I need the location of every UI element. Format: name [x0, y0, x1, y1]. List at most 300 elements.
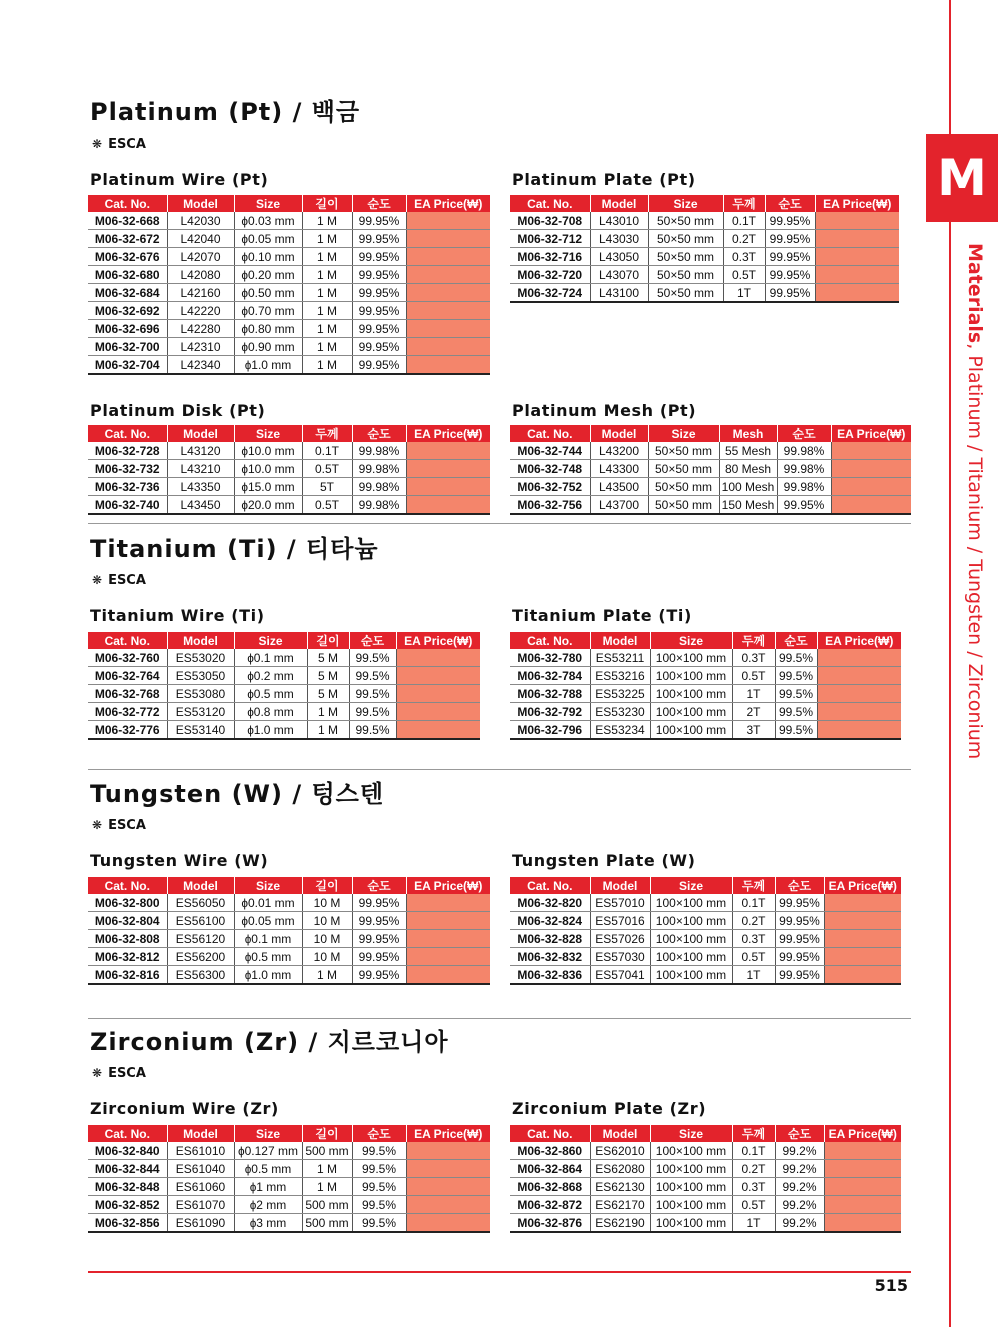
table-row: [88, 966, 490, 985]
table-cell: ES53120: [167, 703, 234, 721]
cat-no-cell: M06-32-680: [88, 266, 167, 284]
table-cell: 99.95%: [352, 320, 406, 338]
cat-no-cell: M06-32-668: [88, 212, 167, 230]
column-header: Cat. No.: [88, 425, 167, 442]
price-cell: [824, 1196, 901, 1214]
table-cell: L43050: [590, 248, 648, 266]
table-cell: L42310: [167, 338, 234, 356]
table-cell: L43300: [590, 460, 648, 478]
column-header: 순도: [352, 1125, 406, 1142]
price-cell: [817, 721, 901, 740]
table-cell: ES53020: [167, 649, 234, 667]
table-row: [510, 1214, 901, 1233]
column-header: EA Price(₩): [406, 877, 490, 894]
table-cell: 500 mm: [302, 1142, 352, 1160]
table-cell: 0.5T: [732, 667, 775, 685]
table-cell: 5 M: [307, 667, 349, 685]
price-cell: [406, 496, 490, 515]
table-row: [88, 894, 490, 912]
table-cell: ɸ0.2 mm: [234, 667, 307, 685]
table-cell: ɸ0.80 mm: [234, 320, 302, 338]
table-row: [510, 948, 901, 966]
flower-icon: ❋: [92, 1066, 103, 1080]
table-row: [510, 1160, 901, 1178]
table-cell: ES57041: [590, 966, 650, 985]
table-cell: 0.5T: [302, 460, 352, 478]
table-cell: 99.95%: [352, 284, 406, 302]
side-label-bold: Materials: [964, 243, 986, 344]
table-cell: 10 M: [302, 930, 352, 948]
column-header: Cat. No.: [510, 1125, 590, 1142]
table-row: [88, 912, 490, 930]
table-cell: 99.98%: [352, 478, 406, 496]
table-cell: 99.95%: [352, 230, 406, 248]
table-row: [510, 703, 901, 721]
cat-no-cell: M06-32-692: [88, 302, 167, 320]
section-title-titanium: Titanium (Ti) / 티타늄: [90, 535, 379, 563]
table-cell: 99.2%: [775, 1196, 824, 1214]
cat-no-cell: M06-32-848: [88, 1178, 167, 1196]
column-header: Size: [650, 632, 732, 649]
price-cell: [406, 284, 490, 302]
table-cell: 0.3T: [732, 930, 775, 948]
table-cell: 10 M: [302, 912, 352, 930]
table-row: [88, 338, 490, 356]
table-cell: 99.95%: [765, 212, 815, 230]
table-row: [88, 496, 490, 515]
price-cell: [815, 284, 899, 303]
table-row: [510, 912, 901, 930]
cat-no-cell: M06-32-828: [510, 930, 590, 948]
table-cell: 1T: [732, 685, 775, 703]
cat-no-cell: M06-32-784: [510, 667, 590, 685]
spec-table-platinum-mesh: [510, 425, 911, 515]
table-cell: ES62190: [590, 1214, 650, 1233]
side-label-rest: , Platinum / Titanium / Tungsten / Zirconium: [964, 343, 986, 760]
table-cell: ɸ0.70 mm: [234, 302, 302, 320]
price-cell: [406, 1178, 490, 1196]
column-header: Model: [590, 632, 650, 649]
table-row: [510, 649, 901, 667]
column-header: Model: [167, 632, 234, 649]
flower-icon: ❋: [92, 137, 103, 151]
price-cell: [406, 1142, 490, 1160]
table-row: [510, 496, 911, 515]
cat-no-cell: M06-32-868: [510, 1178, 590, 1196]
table-cell: ES57030: [590, 948, 650, 966]
cat-no-cell: M06-32-684: [88, 284, 167, 302]
section-divider: [88, 523, 911, 524]
column-header: Size: [650, 877, 732, 894]
table-cell: 100×100 mm: [650, 1196, 732, 1214]
cat-no-cell: M06-32-836: [510, 966, 590, 985]
table-cell: 1 M: [302, 1178, 352, 1196]
table-row: [510, 1178, 901, 1196]
table-cell: 1 M: [302, 302, 352, 320]
table-cell: 99.95%: [352, 266, 406, 284]
table-cell: 1 M: [302, 284, 352, 302]
table-cell: 99.5%: [775, 685, 817, 703]
table-cell: 10 M: [302, 894, 352, 912]
table-row: [88, 948, 490, 966]
header-row: [510, 632, 901, 649]
table-row: [88, 248, 490, 266]
column-header: EA Price(₩): [824, 1125, 901, 1142]
table-cell: ES61040: [167, 1160, 234, 1178]
price-cell: [815, 266, 899, 284]
cat-no-cell: M06-32-708: [510, 212, 590, 230]
table-cell: 100×100 mm: [650, 721, 732, 740]
column-header: 두께: [732, 1125, 775, 1142]
spec-table-tungsten-plate: [510, 877, 901, 985]
table-cell: 99.95%: [765, 248, 815, 266]
table-cell: 99.98%: [352, 460, 406, 478]
table-cell: 99.95%: [352, 248, 406, 266]
price-cell: [824, 948, 901, 966]
table-cell: 99.5%: [775, 649, 817, 667]
table-cell: 99.5%: [352, 1178, 406, 1196]
table-cell: 99.5%: [349, 703, 396, 721]
table-cell: 50×50 mm: [648, 478, 719, 496]
table-cell: 500 mm: [302, 1196, 352, 1214]
page-number: 515: [874, 1276, 908, 1295]
table-cell: ES56050: [167, 894, 234, 912]
cat-no-cell: M06-32-732: [88, 460, 167, 478]
table-cell: 99.95%: [352, 894, 406, 912]
price-cell: [396, 667, 480, 685]
table-cell: 80 Mesh: [719, 460, 777, 478]
table-cell: 1 M: [302, 212, 352, 230]
table-cell: L42040: [167, 230, 234, 248]
column-header: EA Price(₩): [824, 877, 901, 894]
table-cell: ɸ0.20 mm: [234, 266, 302, 284]
column-header: Cat. No.: [510, 877, 590, 894]
price-cell: [406, 1196, 490, 1214]
price-cell: [406, 1160, 490, 1178]
table-cell: 99.95%: [352, 948, 406, 966]
table-cell: 99.95%: [352, 930, 406, 948]
table-cell: L43210: [167, 460, 234, 478]
table-cell: 3T: [732, 721, 775, 740]
price-cell: [406, 442, 490, 460]
table-cell: 99.95%: [765, 266, 815, 284]
table-cell: ɸ1 mm: [234, 1178, 302, 1196]
table-cell: 99.5%: [349, 685, 396, 703]
price-cell: [396, 649, 480, 667]
column-header: Size: [234, 195, 302, 212]
table-row: [88, 478, 490, 496]
table-cell: ES53080: [167, 685, 234, 703]
cat-no-cell: M06-32-748: [510, 460, 590, 478]
table-cell: 1 M: [302, 266, 352, 284]
table-title: Titanium Wire (Ti): [90, 606, 265, 625]
table-cell: 0.1T: [723, 212, 765, 230]
column-header: Model: [590, 1125, 650, 1142]
price-cell: [396, 721, 480, 740]
table-cell: ɸ0.03 mm: [234, 212, 302, 230]
table-cell: ɸ0.01 mm: [234, 894, 302, 912]
header-row: [510, 425, 911, 442]
table-row: [88, 230, 490, 248]
column-header: 순도: [775, 877, 824, 894]
table-cell: 100 Mesh: [719, 478, 777, 496]
cat-no-cell: M06-32-824: [510, 912, 590, 930]
table-cell: 100×100 mm: [650, 1160, 732, 1178]
brand-platinum: [92, 137, 146, 152]
table-cell: 99.5%: [349, 667, 396, 685]
cat-no-cell: M06-32-764: [88, 667, 167, 685]
table-title: Tungsten Wire (W): [90, 851, 269, 870]
table-cell: 99.5%: [352, 1214, 406, 1233]
table-row: [510, 478, 911, 496]
section-title-platinum: Platinum (Pt) / 백금: [90, 98, 361, 126]
table-cell: 100×100 mm: [650, 912, 732, 930]
table-cell: 10 M: [302, 948, 352, 966]
table-cell: ES56100: [167, 912, 234, 930]
table-cell: ES56200: [167, 948, 234, 966]
column-header: Size: [234, 1125, 302, 1142]
price-cell: [406, 966, 490, 985]
cat-no-cell: M06-32-776: [88, 721, 167, 740]
table-cell: 50×50 mm: [648, 230, 723, 248]
table-row: [88, 302, 490, 320]
price-cell: [406, 320, 490, 338]
column-header: Cat. No.: [88, 877, 167, 894]
table-cell: ES53230: [590, 703, 650, 721]
table-title: Platinum Disk (Pt): [90, 401, 266, 420]
price-cell: [406, 912, 490, 930]
cat-no-cell: M06-32-696: [88, 320, 167, 338]
column-header: Size: [234, 877, 302, 894]
column-header: Cat. No.: [88, 632, 167, 649]
table-cell: ɸ10.0 mm: [234, 460, 302, 478]
table-cell: 0.3T: [732, 649, 775, 667]
table-cell: L42070: [167, 248, 234, 266]
price-cell: [406, 356, 490, 375]
header-row: [88, 425, 490, 442]
table-cell: 99.95%: [775, 948, 824, 966]
table-cell: ɸ0.5 mm: [234, 1160, 302, 1178]
table-cell: 50×50 mm: [648, 284, 723, 303]
table-row: [88, 1178, 490, 1196]
spec-table-tungsten-wire: [88, 877, 490, 985]
cat-no-cell: M06-32-800: [88, 894, 167, 912]
cat-no-cell: M06-32-752: [510, 478, 590, 496]
spec-table-titanium-plate: [510, 632, 901, 740]
spec-table-platinum-plate: [510, 195, 899, 303]
price-cell: [824, 930, 901, 948]
price-cell: [817, 685, 901, 703]
table-row: [88, 1196, 490, 1214]
table-cell: 100×100 mm: [650, 703, 732, 721]
table-row: [510, 1196, 901, 1214]
table-cell: 0.1T: [302, 442, 352, 460]
table-row: [510, 721, 901, 740]
table-cell: ES53140: [167, 721, 234, 740]
table-row: [88, 1160, 490, 1178]
table-cell: 99.95%: [352, 966, 406, 985]
table-row: [88, 284, 490, 302]
table-cell: 1 M: [302, 1160, 352, 1178]
cat-no-cell: M06-32-808: [88, 930, 167, 948]
column-header: Cat. No.: [510, 632, 590, 649]
table-cell: L42220: [167, 302, 234, 320]
column-header: EA Price(₩): [396, 632, 480, 649]
column-header: 두께: [732, 877, 775, 894]
table-title: Tungsten Plate (W): [512, 851, 696, 870]
table-cell: 99.98%: [777, 478, 831, 496]
table-row: [510, 248, 899, 266]
cat-no-cell: M06-32-856: [88, 1214, 167, 1233]
table-row: [510, 284, 899, 303]
table-row: [510, 212, 899, 230]
header-row: [510, 1125, 901, 1142]
price-cell: [817, 703, 901, 721]
table-cell: L43010: [590, 212, 648, 230]
table-cell: 1 M: [302, 338, 352, 356]
header-row: [88, 877, 490, 894]
column-header: Model: [167, 425, 234, 442]
table-title: Titanium Plate (Ti): [512, 606, 692, 625]
column-header: Cat. No.: [88, 1125, 167, 1142]
table-cell: 5 M: [307, 649, 349, 667]
cat-no-cell: M06-32-852: [88, 1196, 167, 1214]
table-cell: ES53234: [590, 721, 650, 740]
table-cell: 0.3T: [723, 248, 765, 266]
table-cell: ɸ0.1 mm: [234, 930, 302, 948]
cat-no-cell: M06-32-876: [510, 1214, 590, 1233]
table-cell: L43120: [167, 442, 234, 460]
table-cell: 150 Mesh: [719, 496, 777, 515]
cat-no-cell: M06-32-728: [88, 442, 167, 460]
table-cell: ES53050: [167, 667, 234, 685]
table-cell: 0.1T: [732, 1142, 775, 1160]
table-cell: ES62170: [590, 1196, 650, 1214]
table-cell: 50×50 mm: [648, 266, 723, 284]
cat-no-cell: M06-32-872: [510, 1196, 590, 1214]
table-cell: 99.95%: [765, 230, 815, 248]
table-row: [88, 320, 490, 338]
column-header: Model: [167, 195, 234, 212]
table-cell: 99.2%: [775, 1160, 824, 1178]
table-cell: 99.98%: [352, 496, 406, 515]
table-cell: 1 M: [302, 320, 352, 338]
table-cell: 1T: [732, 966, 775, 985]
cat-no-cell: M06-32-672: [88, 230, 167, 248]
table-cell: ɸ10.0 mm: [234, 442, 302, 460]
column-header: Model: [590, 425, 648, 442]
price-cell: [406, 1214, 490, 1233]
table-cell: ES61070: [167, 1196, 234, 1214]
table-cell: 99.5%: [349, 649, 396, 667]
table-row: [510, 442, 911, 460]
header-row: [510, 877, 901, 894]
price-cell: [817, 649, 901, 667]
column-header: Size: [650, 1125, 732, 1142]
column-header: EA Price(₩): [406, 425, 490, 442]
table-row: [88, 266, 490, 284]
table-cell: 0.5T: [732, 1196, 775, 1214]
cat-no-cell: M06-32-720: [510, 266, 590, 284]
cat-no-cell: M06-32-864: [510, 1160, 590, 1178]
table-cell: 99.5%: [349, 721, 396, 740]
column-header: EA Price(₩): [831, 425, 911, 442]
table-cell: 99.95%: [775, 894, 824, 912]
spec-table-zirconium-wire: [88, 1125, 490, 1233]
footer-rule: [88, 1271, 911, 1273]
table-cell: ɸ0.05 mm: [234, 912, 302, 930]
column-header: 순도: [352, 195, 406, 212]
table-row: [510, 266, 899, 284]
column-header: 두께: [723, 195, 765, 212]
side-vertical-label: [965, 243, 984, 759]
table-cell: 0.5T: [723, 266, 765, 284]
column-header: Mesh: [719, 425, 777, 442]
table-cell: 5T: [302, 478, 352, 496]
section-title-tungsten: Tungsten (W) / 텅스텐: [90, 780, 385, 808]
column-header: Cat. No.: [510, 425, 590, 442]
table-cell: 0.2T: [723, 230, 765, 248]
section-title-zirconium: Zirconium (Zr) / 지르코니아: [90, 1028, 449, 1056]
table-cell: 1T: [732, 1214, 775, 1233]
column-header: Model: [590, 877, 650, 894]
table-cell: 99.95%: [352, 356, 406, 375]
cat-no-cell: M06-32-812: [88, 948, 167, 966]
table-cell: ɸ1.0 mm: [234, 721, 307, 740]
cat-no-cell: M06-32-780: [510, 649, 590, 667]
cat-no-cell: M06-32-676: [88, 248, 167, 266]
cat-no-cell: M06-32-724: [510, 284, 590, 303]
table-cell: 50×50 mm: [648, 212, 723, 230]
brand-label: ESCA: [108, 573, 146, 588]
table-row: [88, 212, 490, 230]
table-row: [510, 894, 901, 912]
table-cell: ɸ0.90 mm: [234, 338, 302, 356]
table-cell: L43700: [590, 496, 648, 515]
table-row: [88, 685, 480, 703]
table-title: Zirconium Plate (Zr): [512, 1099, 707, 1118]
price-cell: [824, 1160, 901, 1178]
price-cell: [396, 703, 480, 721]
table-cell: ES62130: [590, 1178, 650, 1196]
table-cell: 99.98%: [352, 442, 406, 460]
column-header: 순도: [352, 877, 406, 894]
brand-label: ESCA: [108, 1066, 146, 1081]
table-cell: L43350: [167, 478, 234, 496]
table-cell: 100×100 mm: [650, 966, 732, 985]
table-cell: L42280: [167, 320, 234, 338]
cat-no-cell: M06-32-860: [510, 1142, 590, 1160]
table-cell: 99.5%: [775, 721, 817, 740]
table-row: [88, 356, 490, 375]
table-cell: ES61090: [167, 1214, 234, 1233]
table-cell: 99.95%: [775, 930, 824, 948]
brand-tungsten: [92, 818, 146, 833]
table-row: [510, 460, 911, 478]
column-header: 길이: [307, 632, 349, 649]
price-cell: [831, 478, 911, 496]
price-cell: [406, 230, 490, 248]
table-title: Platinum Wire (Pt): [90, 170, 269, 189]
column-header: 순도: [775, 1125, 824, 1142]
cat-no-cell: M06-32-704: [88, 356, 167, 375]
cat-no-cell: M06-32-756: [510, 496, 590, 515]
table-cell: L42030: [167, 212, 234, 230]
price-cell: [406, 266, 490, 284]
price-cell: [824, 912, 901, 930]
table-row: [510, 1142, 901, 1160]
cat-no-cell: M06-32-796: [510, 721, 590, 740]
